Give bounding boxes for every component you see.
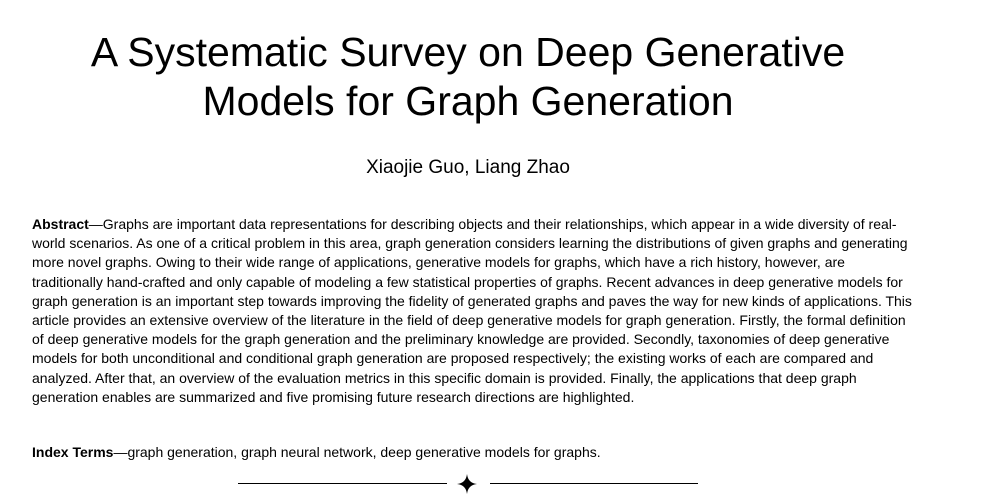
abstract-paragraph xyxy=(32,215,912,407)
abstract-text: —Graphs are important data representations for describing objects and their relationships, which appear in a wide diversity of real-world scenarios. As one of a critical problem in this area, graph generation considers learning the distributions of given graphs and generating more novel graphs. Owing to their wide range of applications, generative models for graphs, which have a rich history, however, are traditionally hand-crafted and only capable of modeling a few statistical properties of graphs. Recent advances in deep generative models for graph generation is an important step towards improving the fidelity of generated graphs and paves the way for new kinds of applications. This article provides an extensive overview of the literature in the field of deep generative models for graph generation. Firstly, the formal definition of deep generative models for the graph generation and the preliminary knowledge are provided. Secondly, taxonomies of deep generative models for both unconditional and conditional graph generation are proposed respectively; the existing works of each are compared and analyzed. After that, an overview of the evaluation metrics in this specific domain is provided. Finally, the applications that deep graph generation enables are summarized and five promising future research directions are highlighted. xyxy=(32,216,912,405)
authors: Xiaojie Guo, Liang Zhao xyxy=(366,157,570,178)
divider-line-right xyxy=(490,483,698,484)
index-terms-label: Index Terms xyxy=(32,444,114,460)
index-terms-text: —graph generation, graph neural network, deep generative models for graphs. xyxy=(113,444,601,460)
paper-title xyxy=(0,28,936,126)
four-point-star-icon xyxy=(457,474,477,494)
index-terms-paragraph xyxy=(32,443,912,462)
title-line-1: A Systematic Survey on Deep Generative xyxy=(90,29,846,75)
title-line-2: Models for Graph Generation xyxy=(202,78,734,124)
abstract-label: Abstract xyxy=(32,216,89,232)
section-divider xyxy=(238,482,698,486)
divider-line-left xyxy=(238,483,447,484)
